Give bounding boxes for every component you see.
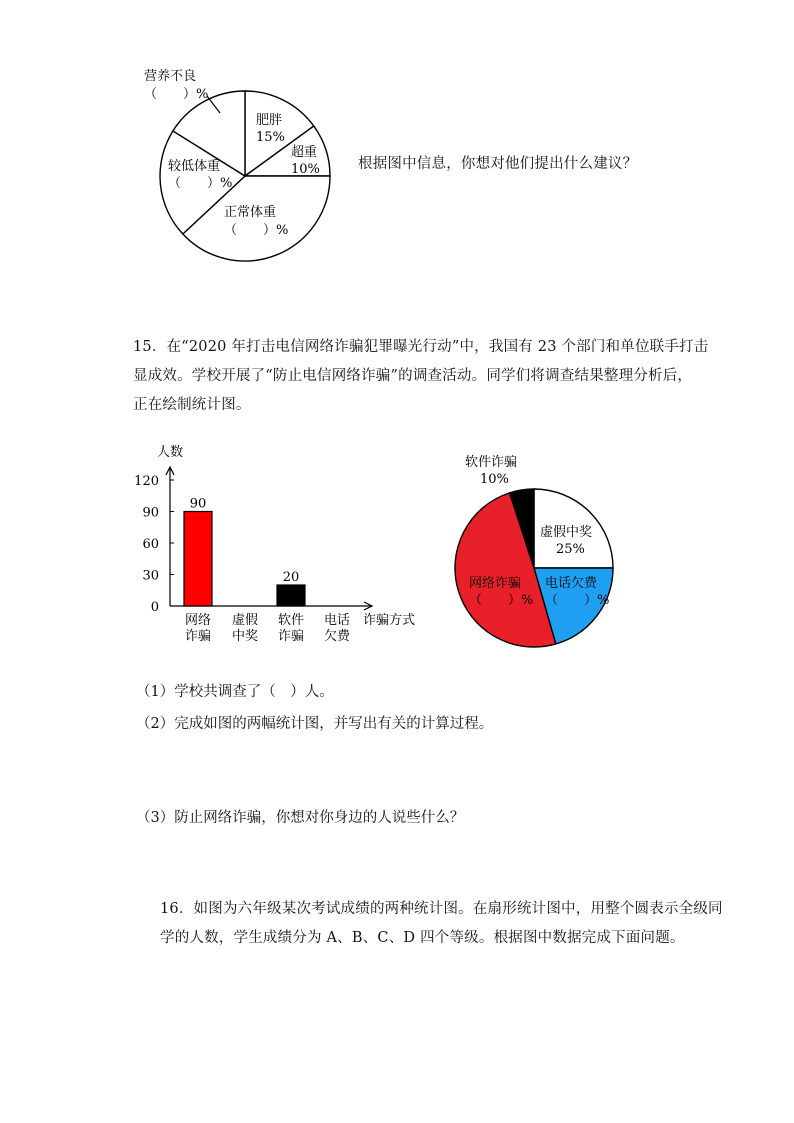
bar-category-电话欠费-line2: 欠费	[323, 629, 351, 644]
pie2-label-phone: 电话欠费	[545, 576, 598, 591]
pie1-label-overweight: 超重	[291, 145, 318, 160]
fraud-bar-chart	[0, 430, 430, 655]
bar-category-软件诈骗-line1: 软件	[277, 613, 305, 628]
bar-ytick-30: 30	[142, 568, 159, 584]
q15-sub2: （2）完成如图的两幅统计图，并写出有关的计算过程。	[136, 716, 494, 732]
bar-category-网络诈骗-line2: 诈骗	[184, 629, 212, 644]
q14-prompt: 根据图中信息，你想对他们提出什么建议？	[358, 156, 638, 172]
pie2-value-network: （ ）%	[469, 593, 534, 608]
pie1-value-obese: 15%	[256, 130, 285, 145]
fraud-pie-shapes	[455, 489, 613, 647]
pie1-value-underweight: （ ）%	[168, 176, 233, 191]
bar-chart-yticks	[134, 474, 174, 615]
q16-line-1: 16．如图为六年级某次考试成绩的两种统计图。在扇形统计图中，用整个圆表示全级同	[160, 901, 723, 917]
pie2-label-software: 软件诈骗	[465, 455, 518, 470]
q15-line-2: 显成效。学校开展了“防止电信网络诈骗”的调查活动。同学们将调查结果整理分析后，	[133, 368, 693, 384]
pie1-label-malnutrition: 营养不良	[144, 69, 197, 84]
q15-line-1: 15．在“2020 年打击电信网络诈骗犯罪曝光行动”中，我国有 23 个部门和单位联手打击	[133, 339, 709, 355]
pie2-value-prize: 25%	[556, 542, 585, 557]
bar-chart-xlabel: 诈骗方式	[363, 613, 416, 628]
pie1-label-underweight: 较低体重	[168, 159, 221, 174]
pie1-label-obese: 肥胖	[256, 113, 283, 128]
bar-chart-ylabel: 人数	[157, 445, 184, 460]
pie1-value-normal: （ ）%	[224, 223, 289, 238]
bar-category-软件诈骗-line2: 诈骗	[277, 629, 305, 644]
pie2-value-software: 10%	[480, 472, 509, 487]
bar-ytick-0: 0	[150, 600, 159, 615]
bar-软件诈骗	[277, 585, 305, 606]
bar-category-虚假中奖-line1: 虚假	[231, 613, 259, 628]
bar-chart-bars	[184, 497, 305, 607]
q15-line-3: 正在绘制统计图。	[133, 397, 251, 413]
q15-sub1: （1）学校共调查了（ ）人。	[136, 684, 334, 700]
bar-ytick-90: 90	[142, 505, 159, 521]
pie2-label-prize: 虚假中奖	[540, 525, 593, 540]
pie1-value-overweight: 10%	[291, 162, 320, 177]
q16-line-2: 学的人数，学生成绩分为 A、B、C、D 四个等级。根据图中数据完成下面问题。	[160, 930, 685, 946]
q15-sub3: （3）防止网络诈骗，你想对你身边的人说些什么？	[136, 810, 465, 826]
bar-chart-category-labels	[185, 612, 351, 644]
pie2-value-phone: （ ）%	[545, 593, 610, 608]
bar-ytick-60: 60	[142, 537, 159, 552]
pie2-label-network: 网络诈骗	[469, 576, 522, 591]
pie1-value-malnutrition: （ ）%	[144, 87, 209, 102]
q16-paragraph	[160, 895, 723, 953]
bar-value-label-软件诈骗: 20	[282, 570, 300, 585]
pie1-label-normal: 正常体重	[224, 205, 277, 220]
bar-网络诈骗	[184, 512, 212, 607]
bar-category-虚假中奖-line2: 中奖	[231, 629, 259, 644]
q15-paragraph	[133, 333, 708, 420]
bar-value-label-网络诈骗: 90	[189, 496, 207, 512]
bar-category-电话欠费-line1: 电话	[323, 613, 351, 628]
bar-ytick-120: 120	[134, 474, 159, 489]
fraud-pie-chart	[440, 440, 630, 655]
bar-category-网络诈骗-line1: 网络	[184, 613, 212, 628]
